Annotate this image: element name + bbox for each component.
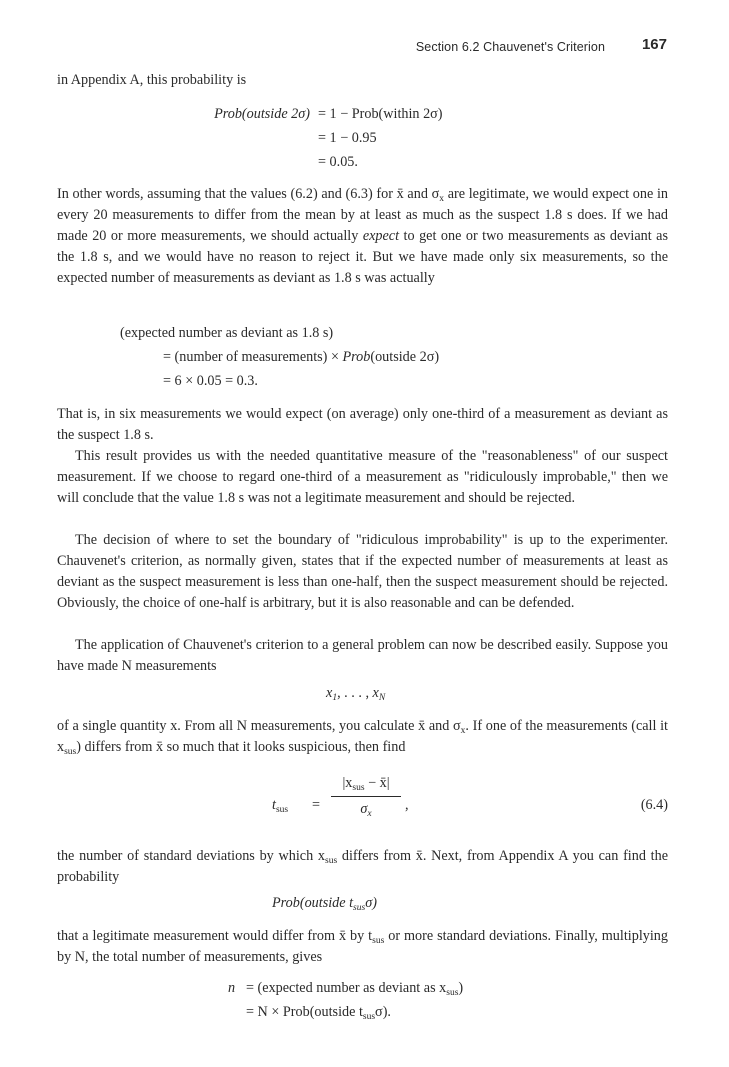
paragraph-1: In other words, assuming that the values (6.2) and (6.3) for x̄ and $\sigma_x$ are legitimate, we would expect one in every 20 measurements to differ from the mean by at least as much as the suspect 1.8 s does. If we had made 20 or more measurements, we should actually expect to get one or two measurements as deviant as the 1.8 s, and we would have no reason to reject it. But we have made only six measurements, so the expected number of measurements as deviant as 1.8 s was actually — [57, 186, 669, 286]
eq1-line1: = 1 − Prob(within 2σ) — [318, 106, 443, 122]
eq4-numerator: $|x_{sus}$ − x̄| — [342, 775, 390, 793]
intro-line: in Appendix A, this probability is — [57, 72, 247, 88]
equation-number: (6.4) — [640, 797, 668, 813]
eq1-line3: = 0.05. — [318, 154, 358, 170]
paragraph-5: The application of Chauvenet's criterion to a general problem can now be described easily. Suppose you have made N measurements — [57, 637, 668, 674]
section-title: Section 6.2 Chauvenet's Criterion — [415, 40, 605, 54]
eq1-line2: = 1 − 0.95 — [318, 130, 377, 146]
eq4-lhs: $t_{sus}$ — [272, 797, 289, 815]
equation-prob-outside-tsus: Prob(outside $t_{sus}\sigma$) — [272, 895, 377, 913]
eq2-line3: = 6 × 0.05 = 0.3. — [163, 373, 258, 389]
page-number: 167 — [641, 36, 667, 53]
paragraph-8: that a legitimate measurement would differ from x̄ by $t_{sus}$ or more standard deviations. Finally, multiplying by N, the total number of measurements, gives — [57, 928, 668, 965]
eq4-denominator: $\sigma_x$ — [360, 801, 372, 819]
paragraph-4: The decision of where to set the boundary of "ridiculous improbability" is up to the experimenter. Chauvenet's criterion, as normally given, states that if the expected number of measurements at least as deviant as the suspect measurement is less than one-half, then the suspect measurement should be rejected. Obviously, the choice of one-half is arbitrary, but it is also reasonable and can be defended. — [57, 532, 668, 611]
eq4-comma: , — [405, 797, 409, 813]
eq4-equals: = — [312, 797, 321, 813]
running-header — [0, 34, 729, 56]
eq2-line2: = (number of measurements) × Prob(outside 2σ) — [163, 349, 440, 365]
eq1-lhs: Prob(outside 2σ) — [214, 106, 310, 122]
eq4-fraction — [331, 773, 401, 820]
paragraph-6: of a single quantity x. From all N measurements, you calculate x̄ and $\sigma_x$. If one of the measurements (call it $x_{sus}$) differs from x̄ so much that it looks suspicious, then find — [57, 718, 668, 757]
paragraph-2: That is, in six measurements we would expect (on average) only one-third of a measurement as deviant as the suspect 1.8 s. — [57, 406, 668, 443]
eq6-lhs: n — [228, 980, 236, 996]
paragraph-3: This result provides us with the needed quantitative measure of the "reasonableness" of our suspect measurement. If we choose to regard one-third of a measurement as "ridiculously improbable," then we will conclude that the value 1.8 s was not a legitimate measurement and should be rejected. — [57, 448, 668, 506]
paragraph-7: the number of standard deviations by which $x_{sus}$ differs from x̄. Next, from Appendix A you can find the probability — [57, 848, 668, 885]
fraction-bar — [331, 796, 401, 797]
equation-measurements-list: $x_1$, . . . , $x_N$ — [326, 685, 386, 703]
eq6-line1: = (expected number as deviant as $x_{sus}$) — [246, 980, 464, 998]
eq2-line1: (expected number as deviant as 1.8 s) — [120, 325, 334, 341]
eq6-line2: = N × Prob(outside $t_{sus}\sigma$). — [246, 1004, 391, 1022]
